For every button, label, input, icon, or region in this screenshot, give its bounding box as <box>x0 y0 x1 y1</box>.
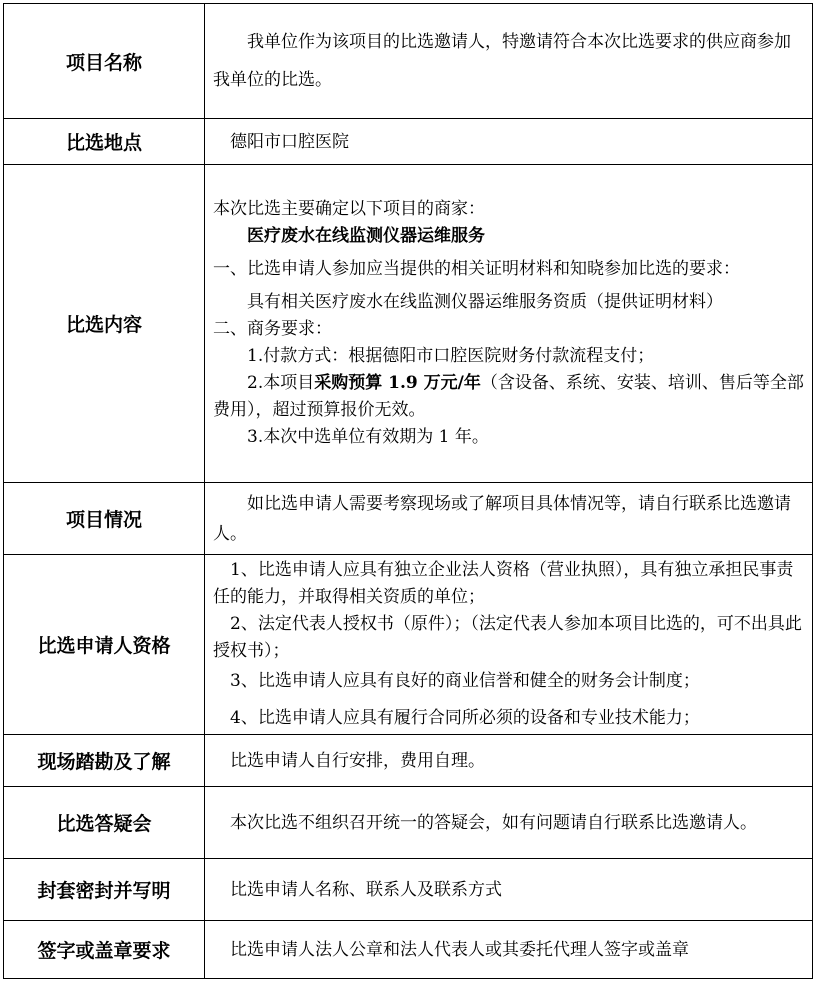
content-req1-item: 具有相关医疗废水在线监测仪器运维服务资质（提供证明材料） <box>247 292 723 312</box>
table-row <box>4 165 813 483</box>
table-row <box>4 119 813 165</box>
table-row <box>4 787 813 859</box>
envelope-text: 比选申请人名称、联系人及联系方式 <box>230 879 502 900</box>
content-req2-item2 <box>213 370 804 424</box>
req2-item2-budget: 采购预算 1.9 万元/年 <box>314 373 481 393</box>
content-project-name: 医疗废水在线监测仪器运维服务 <box>247 226 485 246</box>
row-label-situation: 项目情况 <box>4 483 205 555</box>
content-req1-title: 一、比选申请人参加应当提供的相关证明材料和知晓参加比选的要求： <box>213 259 740 279</box>
content-intro: 本次比选主要确定以下项目的商家： <box>213 199 485 219</box>
qualification-item-4: 4、比选申请人应具有履行合同所必须的设备和专业技术能力； <box>230 708 700 728</box>
table-row <box>4 735 813 787</box>
row-content-qualification <box>205 555 813 735</box>
qualification-item-3: 3、比选申请人应具有良好的商业信誉和健全的财务会计制度； <box>230 671 700 691</box>
location-text: 德阳市口腔医院 <box>230 131 349 152</box>
content-req2-title: 二、商务要求： <box>213 319 332 339</box>
project-name-text: 我单位作为该项目的比选邀请人，特邀请符合本次比选要求的供应商参加我单位的比选。 <box>213 32 791 90</box>
content-req2-item3: 3.本次中选单位有效期为 1 年。 <box>247 427 489 447</box>
qa-text: 本次比选不组织召开统一的答疑会，如有问题请自行联系比选邀请人。 <box>230 812 757 833</box>
row-label-qa: 比选答疑会 <box>4 787 205 859</box>
situation-text: 如比选申请人需要考察现场或了解项目具体情况等，请自行联系比选邀请人。 <box>213 493 791 544</box>
row-content-site-visit <box>205 735 813 787</box>
row-label-site-visit: 现场踏勘及了解 <box>4 735 205 787</box>
row-content-content <box>205 165 813 483</box>
row-content-situation <box>205 483 813 555</box>
row-content-location <box>205 119 813 165</box>
table-row <box>4 483 813 555</box>
qualification-item-1: 1、比选申请人应具有独立企业法人资格（营业执照），具有独立承担民事责任的能力，并取得相关资质的单位； <box>213 560 794 607</box>
bid-info-table <box>3 3 813 979</box>
table-row <box>4 921 813 979</box>
content-req2-item1: 1.付款方式：根据德阳市口腔医院财务付款流程支付； <box>247 346 655 366</box>
row-label-signature: 签字或盖章要求 <box>4 921 205 979</box>
row-content-qa <box>205 787 813 859</box>
req2-item2-post: （含设备、系统、安装、培训、售后等全部费用），超过预算报价无效。 <box>213 373 804 420</box>
signature-text: 比选申请人法人公章和法人代表人或其委托代理人签字或盖章 <box>230 939 689 960</box>
row-content-envelope <box>205 859 813 921</box>
row-content-signature <box>205 921 813 979</box>
row-label-envelope: 封套密封并写明 <box>4 859 205 921</box>
row-label-content: 比选内容 <box>4 165 205 483</box>
row-label-project-name: 项目名称 <box>4 4 205 119</box>
table-row <box>4 859 813 921</box>
row-label-qualification: 比选申请人资格 <box>4 555 205 735</box>
row-content-project-name <box>205 4 813 119</box>
row-label-location: 比选地点 <box>4 119 205 165</box>
site-visit-text: 比选申请人自行安排，费用自理。 <box>230 750 485 771</box>
table-row <box>4 555 813 735</box>
table-row <box>4 4 813 119</box>
qualification-item-2: 2、法定代表人授权书（原件）；（法定代表人参加本项目比选的，可不出具此授权书）； <box>213 614 802 661</box>
req2-item2-pre: 2.本项目 <box>247 373 315 393</box>
